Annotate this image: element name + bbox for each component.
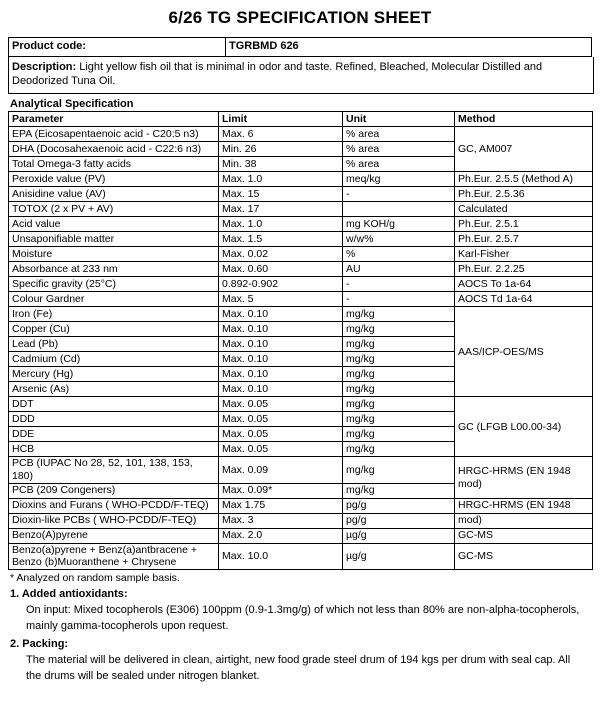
cell-parameter: Benzo(a)pyrene + Benz(a)antbracene + Benzo (b)Muoranthene + Chrysene: [9, 543, 219, 569]
table-row: [9, 247, 593, 262]
cell-limit: Max. 0.09: [219, 457, 343, 483]
cell-unit: -: [343, 187, 455, 202]
cell-method: GC-MS: [455, 528, 593, 543]
cell-parameter: Specific gravity (25°C): [9, 277, 219, 292]
cell-method: Ph.Eur. 2.5.7: [455, 232, 593, 247]
cell-unit: µg/g: [343, 528, 455, 543]
cell-parameter: Total Omega-3 fatty acids: [9, 157, 219, 172]
analytical-table: [8, 111, 593, 569]
table-row: [9, 498, 593, 513]
product-info-table: [8, 37, 592, 56]
cell-unit: mg/kg: [343, 483, 455, 498]
cell-limit: 0.892-0.902: [219, 277, 343, 292]
cell-parameter: Cadmium (Cd): [9, 352, 219, 367]
table-row: [9, 187, 593, 202]
cell-unit: [343, 202, 455, 217]
cell-limit: Max. 1.0: [219, 172, 343, 187]
table-row: [9, 277, 593, 292]
cell-limit: Max. 0.09*: [219, 483, 343, 498]
table-row: [9, 307, 593, 322]
product-code-value: TGRBMD 626: [226, 38, 592, 56]
product-code-label: Product code:: [9, 38, 226, 56]
cell-limit: Max. 0.10: [219, 382, 343, 397]
table-row: [9, 397, 593, 412]
cell-limit: Min. 38: [219, 157, 343, 172]
section-heading-packing: 2. Packing:: [10, 638, 69, 651]
cell-limit: Max. 0.10: [219, 337, 343, 352]
cell-unit: mg/kg: [343, 307, 455, 322]
cell-unit: mg/kg: [343, 367, 455, 382]
cell-method: HRGC-HRMS (EN 1948: [455, 498, 593, 513]
cell-parameter: Arsenic (As): [9, 382, 219, 397]
cell-parameter: DDE: [9, 427, 219, 442]
cell-unit: w/w%: [343, 232, 455, 247]
cell-limit: Max. 0.10: [219, 307, 343, 322]
cell-limit: Max. 5: [219, 292, 343, 307]
cell-method: Ph.Eur. 2.5.5 (Method A): [455, 172, 593, 187]
cell-limit: Max. 15: [219, 187, 343, 202]
cell-method: HRGC-HRMS (EN 1948 mod): [455, 457, 593, 498]
cell-parameter: Mercury (Hg): [9, 367, 219, 382]
cell-method: GC-MS: [455, 543, 593, 569]
cell-parameter: Iron (Fe): [9, 307, 219, 322]
cell-unit: %: [343, 247, 455, 262]
cell-parameter: Colour Gardner: [9, 292, 219, 307]
cell-limit: Max. 0.05: [219, 397, 343, 412]
cell-limit: Max. 0.05: [219, 427, 343, 442]
section-heading-antioxidants: 1. Added antioxidants:: [10, 588, 128, 601]
cell-unit: mg/kg: [343, 382, 455, 397]
analytical-title: Analytical Specification: [10, 98, 134, 111]
cell-limit: Max. 0.02: [219, 247, 343, 262]
cell-unit: mg KOH/g: [343, 217, 455, 232]
cell-parameter: Absorbance at 233 nm: [9, 262, 219, 277]
cell-unit: mg/kg: [343, 442, 455, 457]
cell-unit: % area: [343, 157, 455, 172]
table-header-row: [9, 112, 593, 127]
cell-method: AAS/ICP-OES/MS: [455, 307, 593, 397]
cell-unit: µg/g: [343, 543, 455, 569]
cell-limit: Max. 1.5: [219, 232, 343, 247]
cell-limit: Max 1.75: [219, 498, 343, 513]
cell-parameter: Dioxin-like PCBs ( WHO-PCDD/F-TEQ): [9, 513, 219, 528]
cell-unit: mg/kg: [343, 352, 455, 367]
cell-unit: -: [343, 292, 455, 307]
table-row: [9, 172, 593, 187]
cell-limit: Max. 3: [219, 513, 343, 528]
cell-method: Ph.Eur. 2.2.25: [455, 262, 593, 277]
cell-limit: Max. 0.05: [219, 412, 343, 427]
cell-unit: meq/kg: [343, 172, 455, 187]
cell-method: Karl-Fisher: [455, 247, 593, 262]
header-limit: Limit: [219, 112, 343, 127]
cell-parameter: EPA (Eicosapentaenoic acid - C20:5 n3): [9, 127, 219, 142]
cell-method: Ph.Eur. 2.5.1: [455, 217, 593, 232]
cell-unit: pg/g: [343, 498, 455, 513]
cell-parameter: HCB: [9, 442, 219, 457]
cell-limit: Max. 1.0: [219, 217, 343, 232]
description-text: Light yellow fish oil that is minimal in odor and taste. Refined, Bleached, Molecular Distilled and Deodorized Tuna Oil.: [12, 60, 543, 88]
cell-limit: Max. 0.10: [219, 322, 343, 337]
cell-unit: pg/g: [343, 513, 455, 528]
cell-parameter: DDD: [9, 412, 219, 427]
cell-parameter: DDT: [9, 397, 219, 412]
header-unit: Unit: [343, 112, 455, 127]
cell-parameter: Copper (Cu): [9, 322, 219, 337]
cell-unit: mg/kg: [343, 337, 455, 352]
cell-method: mod): [455, 513, 593, 528]
cell-limit: Max. 0.05: [219, 442, 343, 457]
description-label: Description:: [12, 60, 77, 73]
header-parameter: Parameter: [9, 112, 219, 127]
cell-unit: % area: [343, 127, 455, 142]
cell-method: GC, AM007: [455, 127, 593, 172]
table-row: [9, 457, 593, 483]
section-body-antioxidants: On input: Mixed tocopherols (E306) 100ppm (0.9-1.3mg/g) of which not less than 80% are non-alpha-tocopherols, mainly gamma-tocopherols upon request.: [26, 603, 580, 632]
cell-limit: Max. 0.60: [219, 262, 343, 277]
product-description: [8, 57, 594, 95]
cell-limit: Min. 26: [219, 142, 343, 157]
table-row: [9, 513, 593, 528]
cell-method: Calculated: [455, 202, 593, 217]
cell-unit: mg/kg: [343, 322, 455, 337]
cell-unit: mg/kg: [343, 457, 455, 483]
cell-limit: Max. 17: [219, 202, 343, 217]
cell-method: AOCS To 1a-64: [455, 277, 593, 292]
cell-limit: Max. 6: [219, 127, 343, 142]
cell-method: Ph.Eur. 2.5.36: [455, 187, 593, 202]
table-row: [9, 292, 593, 307]
cell-parameter: Moisture: [9, 247, 219, 262]
table-row: [9, 262, 593, 277]
footnote: * Analyzed on random sample basis.: [10, 571, 180, 584]
cell-parameter: DHA (Docosahexaenoic acid - C22:6 n3): [9, 142, 219, 157]
cell-parameter: Anisidine value (AV): [9, 187, 219, 202]
cell-limit: Max. 0.10: [219, 367, 343, 382]
cell-parameter: PCB (209 Congeners): [9, 483, 219, 498]
cell-limit: Max. 0.10: [219, 352, 343, 367]
cell-parameter: Lead (Pb): [9, 337, 219, 352]
cell-unit: AU: [343, 262, 455, 277]
cell-method: GC (LFGB L00.00-34): [455, 397, 593, 457]
table-row: [9, 232, 593, 247]
table-row: [9, 202, 593, 217]
cell-method: AOCS Td 1a-64: [455, 292, 593, 307]
cell-limit: Max. 10.0: [219, 543, 343, 569]
cell-unit: mg/kg: [343, 397, 455, 412]
table-row: [9, 528, 593, 543]
cell-parameter: Acid value: [9, 217, 219, 232]
cell-parameter: Benzo(A)pyrene: [9, 528, 219, 543]
cell-parameter: PCB (IUPAC No 28, 52, 101, 138, 153, 180): [9, 457, 219, 483]
cell-unit: % area: [343, 142, 455, 157]
section-body-packing: The material will be delivered in clean, airtight, new food grade steel drum of 194 kgs per drum with seal cap. All the drums will be sealed under nitrogen blanket.: [26, 653, 571, 682]
cell-limit: Max. 2.0: [219, 528, 343, 543]
cell-unit: mg/kg: [343, 412, 455, 427]
cell-parameter: Unsaponifiable matter: [9, 232, 219, 247]
cell-parameter: Peroxide value (PV): [9, 172, 219, 187]
table-row: [9, 543, 593, 569]
cell-unit: mg/kg: [343, 427, 455, 442]
cell-unit: -: [343, 277, 455, 292]
table-row: [9, 127, 593, 142]
cell-parameter: TOTOX (2 x PV + AV): [9, 202, 219, 217]
table-row: [9, 217, 593, 232]
page-title: 6/26 TG SPECIFICATION SHEET: [168, 8, 432, 27]
cell-parameter: Dioxins and Furans ( WHO-PCDD/F-TEQ): [9, 498, 219, 513]
header-method: Method: [455, 112, 593, 127]
